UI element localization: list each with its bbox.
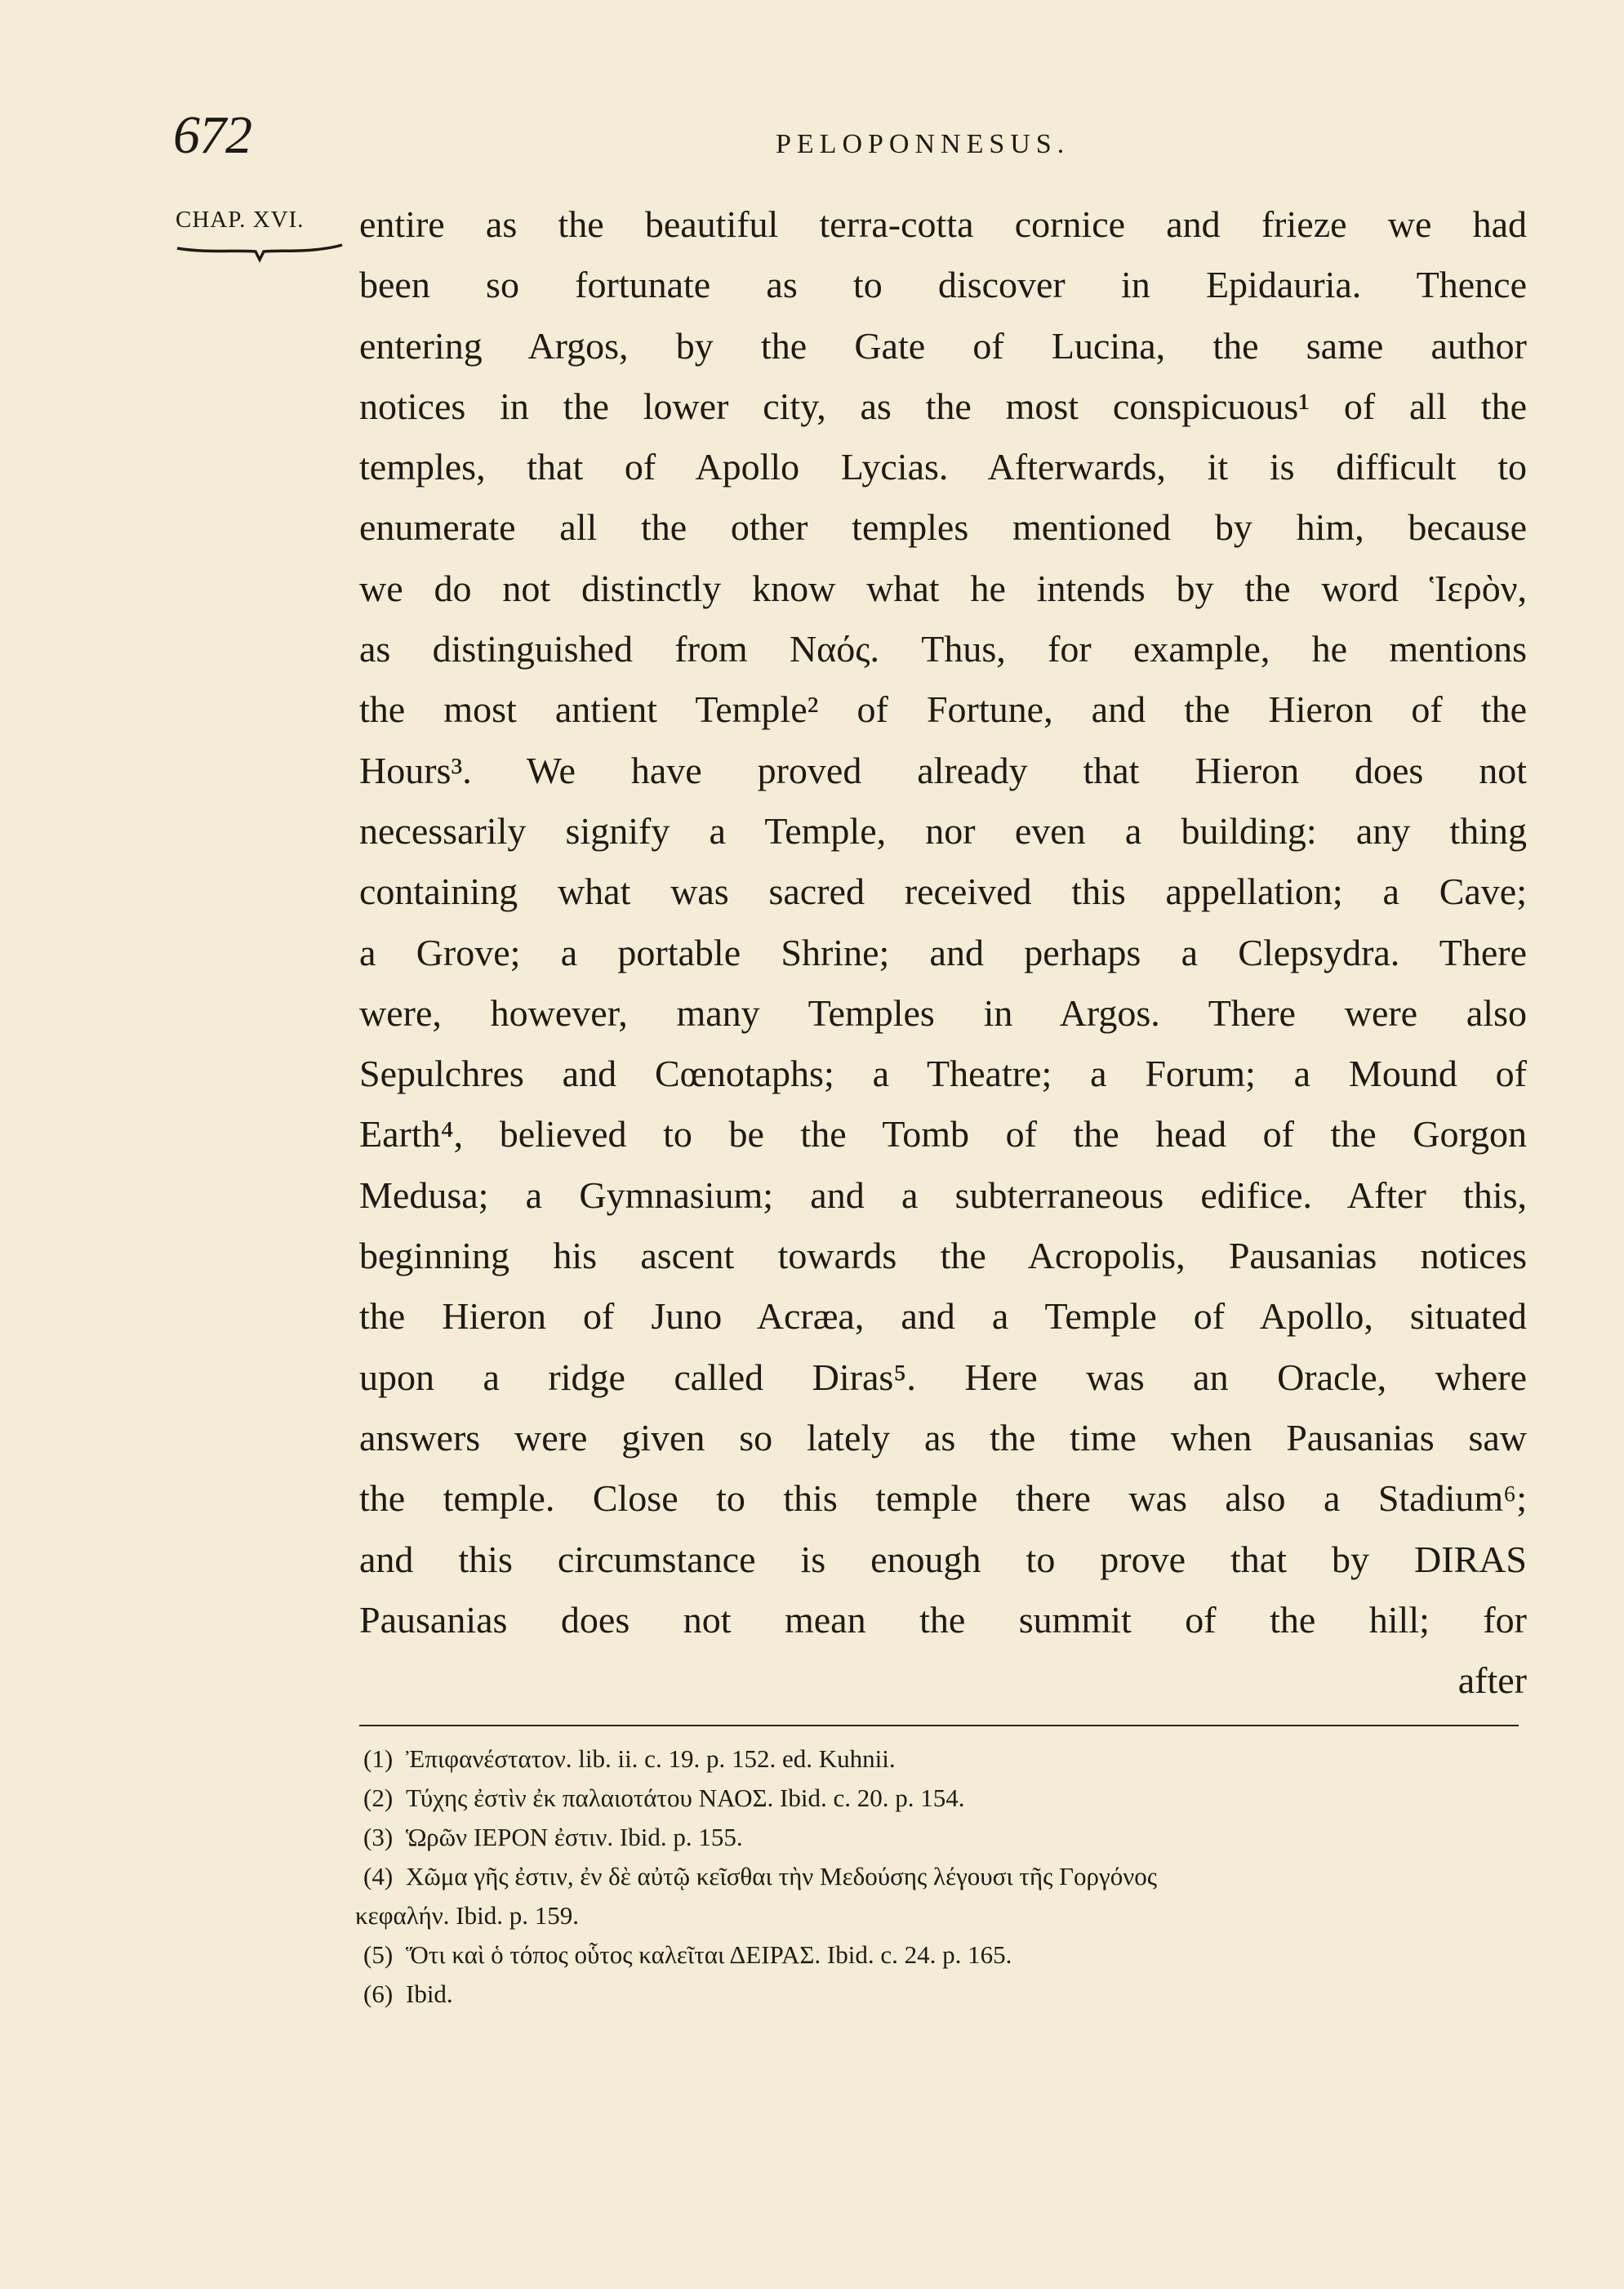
text-line: we do not distinctly know what he intends by the word Ἱερὸν, — [359, 567, 1527, 609]
footnote: (1) Ἐπιφανέστατον. lib. ii. c. 19. p. 152. ed. Kuhnii. — [363, 1744, 896, 1773]
footnotes — [355, 1739, 1523, 2014]
catchword: after — [1457, 1659, 1527, 1702]
text-line: necessarily signify a Temple, nor even a building: any thing — [359, 809, 1527, 852]
footnote: (4) Χῶμα γῆς ἐστιν, ἐν δὲ αὐτῷ κεῖσθαι τὴν Μεδούσης λέγουσι τῆς Γοργόνος — [363, 1862, 1158, 1890]
text-line: entering Argos, by the Gate of Lucina, the same author — [359, 324, 1527, 367]
text-line: temples, that of Apollo Lycias. Afterwards, it is difficult to — [359, 446, 1527, 488]
text-line: Medusa; a Gymnasium; and a subterraneous edifice. After this, — [359, 1173, 1527, 1216]
text-line: answers were given so lately as the time when Pausanias saw — [359, 1416, 1527, 1458]
text-line: containing what was sacred received this appellation; a Cave; — [359, 871, 1527, 913]
text-line: as distinguished from Ναός. Thus, for example, he mentions — [359, 628, 1527, 670]
text-line: the temple. Close to this temple there was also a Stadium⁶; — [359, 1477, 1527, 1520]
footnote-divider — [359, 1725, 1519, 1726]
text-line: a Grove; a portable Shrine; and perhaps a Clepsydra. There — [359, 931, 1527, 973]
text-line: and this circumstance is enough to prove that by DIRAS — [359, 1538, 1527, 1580]
text-line: the Hieron of Juno Acræa, and a Temple of Apollo, situated — [359, 1295, 1527, 1338]
text-line: Sepulchres and Cœnotaphs; a Theatre; a Forum; a Mound of — [359, 1053, 1527, 1095]
text-line: beginning his ascent towards the Acropolis, Pausanias notices — [359, 1235, 1527, 1277]
text-line: were, however, many Temples in Argos. There were also — [359, 991, 1527, 1034]
text-line: Pausanias does not mean the summit of the hill; for — [359, 1598, 1527, 1641]
text-line: the most antient Temple² of Fortune, and the Hieron of the — [359, 688, 1527, 731]
footnote: (3) Ὡρῶν ΙΕΡΟΝ ἐστιν. Ibid. p. 155. — [363, 1823, 743, 1851]
main-text — [359, 194, 1527, 1711]
chapter-brace-ornament — [174, 242, 345, 263]
running-head: PELOPONNESUS. — [776, 129, 1070, 159]
text-line: been so fortunate as to discover in Epidauria. Thence — [359, 264, 1527, 306]
footnote: (5) Ὅτι καὶ ὁ τόπος οὗτος καλεῖται ΔΕΙΡΑΣ. Ibid. c. 24. p. 165. — [363, 1940, 1012, 1969]
footnote: (2) Τύχης ἐστὶν ἐκ παλαιοτάτου ΝΑΟΣ. Ibid. c. 20. p. 154. — [363, 1784, 965, 1812]
page-number: 672 — [173, 105, 251, 165]
text-line: enumerate all the other temples mentioned by him, because — [359, 506, 1527, 549]
footnote: (6) Ibid. — [363, 1979, 453, 2008]
text-line: upon a ridge called Diras⁵. Here was an Oracle, where — [359, 1356, 1527, 1398]
text-line: entire as the beautiful terra-cotta cornice and frieze we had — [359, 203, 1527, 245]
text-line: Earth⁴, believed to be the Tomb of the head of the Gorgon — [359, 1113, 1527, 1156]
footnote-continuation: κεφαλήν. Ibid. p. 159. — [355, 1901, 579, 1930]
text-line: notices in the lower city, as the most conspicuous¹ of all the — [359, 385, 1527, 427]
chapter-label: CHAP. XVI. — [176, 207, 305, 233]
text-line: Hours³. We have proved already that Hieron does not — [359, 749, 1527, 791]
